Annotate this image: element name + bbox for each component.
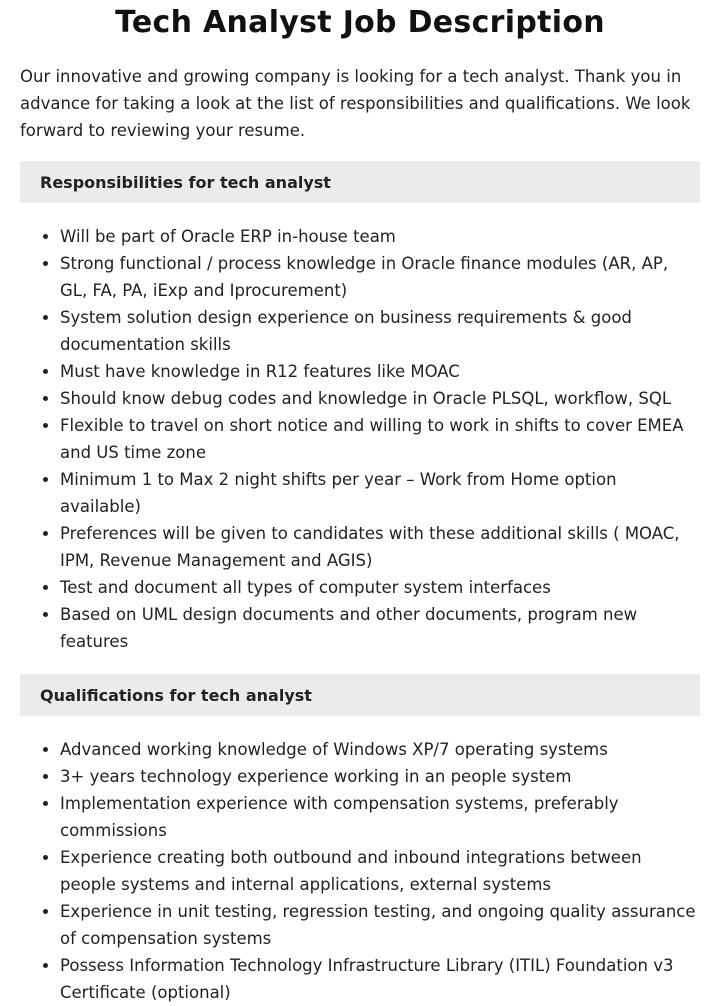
list-item: • Implementation experience with compensation systems, preferably commissions [60, 790, 700, 844]
responsibilities-list [20, 223, 700, 655]
list-item: • Should know debug codes and knowledge in Oracle PLSQL, workflow, SQL [60, 385, 700, 412]
list-item: • System solution design experience on business requirements & good documentation skills [60, 304, 700, 358]
list-item: • Strong functional / process knowledge in Oracle finance modules (AR, AP, GL, FA, PA, iExp and Iprocurement) [60, 250, 700, 304]
qualifications-heading: Qualifications for tech analyst [20, 674, 700, 716]
list-item: • Flexible to travel on short notice and willing to work in shifts to cover EMEA and US time zone [60, 412, 700, 466]
list-item: • Based on UML design documents and other documents, program new features [60, 601, 700, 655]
list-item: • Advanced working knowledge of Windows XP/7 operating systems [60, 736, 700, 763]
list-item: • Must have knowledge in R12 features like MOAC [60, 358, 700, 385]
list-item: • Test and document all types of computer system interfaces [60, 574, 700, 601]
list-item: • Minimum 1 to Max 2 night shifts per year – Work from Home option available) [60, 466, 700, 520]
list-item: • Preferences will be given to candidates with these additional skills ( MOAC, IPM, Revenue Management and AGIS) [60, 520, 700, 574]
intro-paragraph: Our innovative and growing company is looking for a tech analyst. Thank you in advance for taking a look at the list of responsibilities and qualifications. We look forward to reviewing your resume. [20, 67, 691, 140]
responsibilities-heading: Responsibilities for tech analyst [20, 161, 700, 203]
list-item: • Experience creating both outbound and inbound integrations between people systems and internal applications, external systems [60, 844, 700, 898]
list-item: • Will be part of Oracle ERP in-house team [60, 223, 700, 250]
qualifications-list [20, 736, 700, 1006]
list-item: • Experience in unit testing, regression testing, and ongoing quality assurance of compensation systems [60, 898, 700, 952]
page-title: Tech Analyst Job Description [115, 5, 605, 40]
list-item: • 3+ years technology experience working in an people system [60, 763, 700, 790]
list-item: • Possess Information Technology Infrastructure Library (ITIL) Foundation v3 Certificate (optional) [60, 952, 700, 1006]
